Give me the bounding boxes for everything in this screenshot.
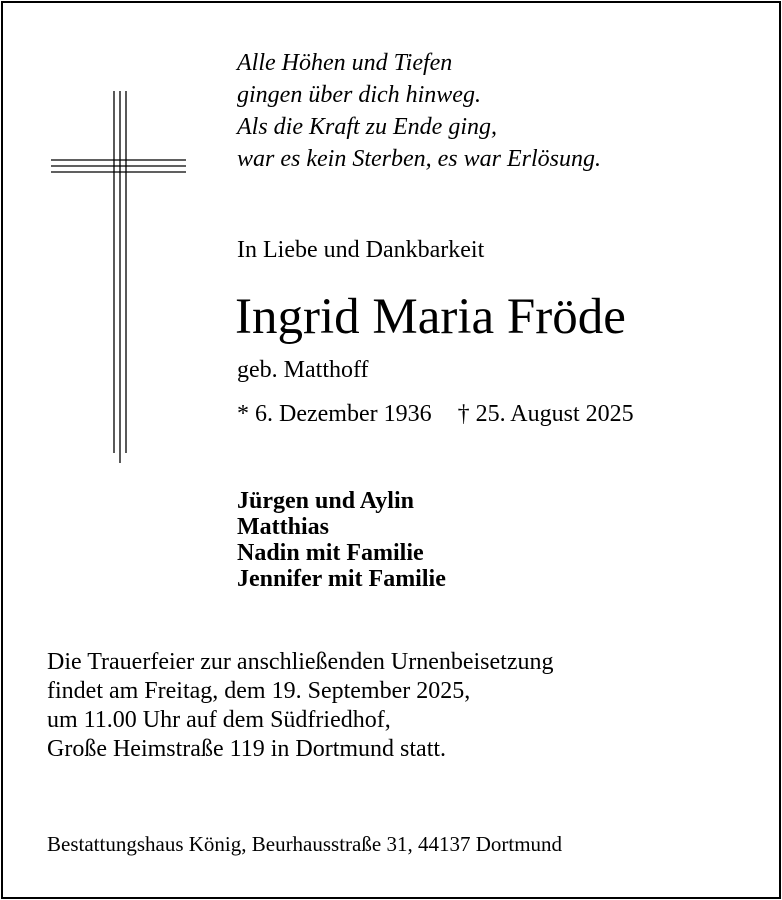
undertaker-address: Bestattungshaus König, Beurhausstraße 31, 44137 Dortmund <box>47 832 563 856</box>
ceremony-line: Die Trauerfeier zur anschließenden Urnenbeisetzung <box>47 649 554 675</box>
poem-line: Als die Kraft zu Ende ging, <box>237 114 497 140</box>
mourner: Jennifer mit Familie <box>237 566 446 592</box>
mourner: Jürgen und Aylin <box>237 488 414 514</box>
poem <box>237 47 601 175</box>
cross-icon <box>3 3 203 473</box>
maiden-name: geb. Matthoff <box>237 357 369 383</box>
life-dates <box>237 399 634 429</box>
deceased-name: Ingrid Maria Fröde <box>235 289 626 345</box>
ceremony-info <box>47 648 553 764</box>
ceremony-line: um 11.00 Uhr auf dem Südfriedhof, <box>47 707 391 733</box>
mourners-list <box>237 488 446 592</box>
mourner: Matthias <box>237 514 329 540</box>
obituary-notice <box>1 1 781 899</box>
ceremony-line: findet am Freitag, dem 19. September 2025, <box>47 678 471 704</box>
ceremony-line: Große Heimstraße 119 in Dortmund statt. <box>47 736 447 762</box>
death-date: † 25. August 2025 <box>457 401 634 427</box>
birth-date: * 6. Dezember 1936 <box>237 401 432 427</box>
poem-line: gingen über dich hinweg. <box>237 82 481 108</box>
dedication: In Liebe und Dankbarkeit <box>237 237 485 263</box>
poem-line: war es kein Sterben, es war Erlösung. <box>237 146 601 172</box>
poem-line: Alle Höhen und Tiefen <box>237 50 453 76</box>
mourner: Nadin mit Familie <box>237 540 424 566</box>
